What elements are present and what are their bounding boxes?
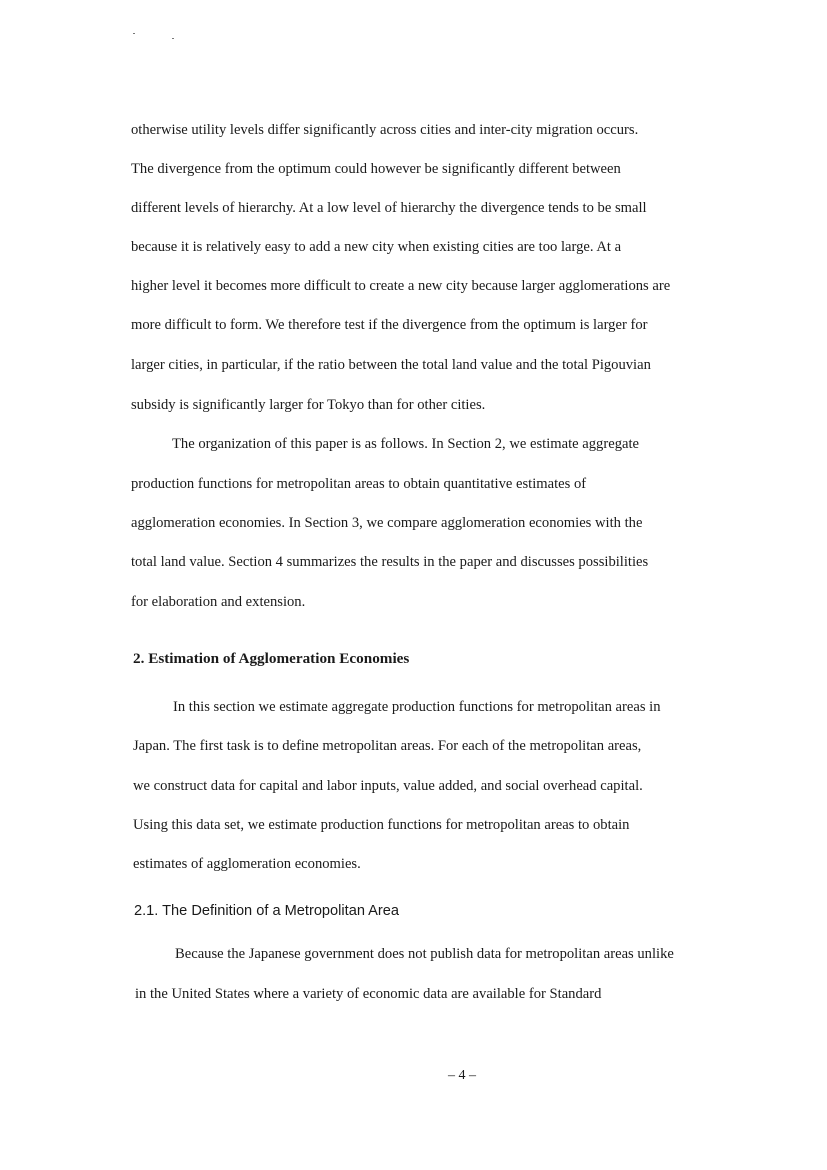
text-line: subsidy is significantly larger for Tokyo than for other cities. bbox=[131, 397, 486, 413]
scan-speck bbox=[172, 38, 174, 39]
text-line: more difficult to form. We therefore test if the divergence from the optimum is larger for bbox=[131, 317, 648, 333]
section-heading: 2. Estimation of Agglomeration Economies bbox=[133, 650, 410, 667]
text-line: agglomeration economies. In Section 3, we compare agglomeration economies with the bbox=[131, 515, 643, 531]
text-line: Because the Japanese government does not publish data for metropolitan areas unlike bbox=[175, 946, 674, 962]
text-line: The organization of this paper is as follows. In Section 2, we estimate aggregate bbox=[172, 436, 639, 452]
text-line: because it is relatively easy to add a new city when existing cities are too large. At a bbox=[131, 239, 622, 255]
text-line: estimates of agglomeration economies. bbox=[133, 856, 361, 872]
text-line: we construct data for capital and labor inputs, value added, and social overhead capital. bbox=[133, 778, 643, 794]
page-number: – 4 – bbox=[448, 1068, 476, 1083]
text-line: production functions for metropolitan areas to obtain quantitative estimates of bbox=[131, 476, 587, 492]
text-line: otherwise utility levels differ significantly across cities and inter-city migration occurs. bbox=[131, 122, 639, 138]
text-line: larger cities, in particular, if the ratio between the total land value and the total Pigouvian bbox=[131, 357, 651, 373]
text-line: total land value. Section 4 summarizes the results in the paper and discusses possibilities bbox=[131, 554, 649, 570]
text-line: for elaboration and extension. bbox=[131, 594, 306, 610]
text-line: in the United States where a variety of economic data are available for Standard bbox=[135, 986, 602, 1002]
text-line: higher level it becomes more difficult to create a new city because larger agglomerations are bbox=[131, 278, 671, 294]
text-line: different levels of hierarchy. At a low level of hierarchy the divergence tends to be small bbox=[131, 200, 647, 216]
text-line: Using this data set, we estimate production functions for metropolitan areas to obtain bbox=[133, 817, 630, 833]
text-line: In this section we estimate aggregate production functions for metropolitan areas in bbox=[173, 699, 661, 715]
subsection-heading: 2.1. The Definition of a Metropolitan Area bbox=[134, 903, 400, 919]
text-line: The divergence from the optimum could however be significantly different between bbox=[131, 161, 621, 177]
scan-speck bbox=[133, 33, 135, 34]
text-line: Japan. The first task is to define metropolitan areas. For each of the metropolitan areas, bbox=[133, 738, 642, 754]
